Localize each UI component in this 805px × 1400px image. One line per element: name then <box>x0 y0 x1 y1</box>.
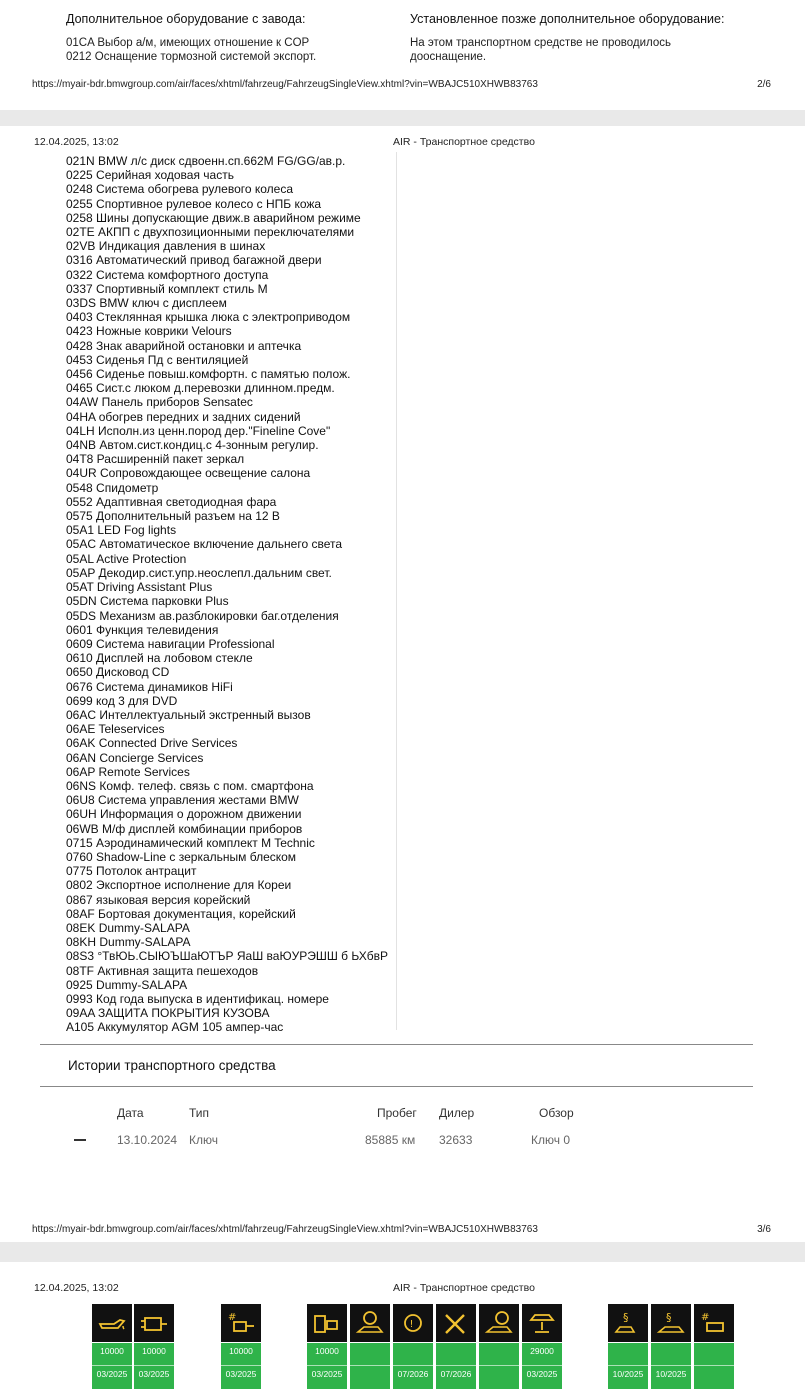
service-due-date: 10/2025 <box>655 1369 687 1379</box>
option-item: 0322 Система комфортного доступа <box>66 267 269 282</box>
divider <box>479 1365 519 1366</box>
fuel-filter-icon <box>307 1304 347 1342</box>
service-mileage: 29000 <box>530 1346 554 1356</box>
emission-check-icon <box>651 1304 691 1342</box>
option-item: 08KH Dummy-SALAPA <box>66 935 191 950</box>
option-item: 0715 Аэродинамический комплект M Technic <box>66 835 315 850</box>
svg-text:§: § <box>666 1311 672 1324</box>
divider <box>522 1365 562 1366</box>
service-tools-icon <box>436 1304 476 1342</box>
svg-text:!: ! <box>409 1319 414 1330</box>
page-gap <box>0 1242 805 1262</box>
service-status <box>608 1343 648 1389</box>
page-gap <box>0 110 805 126</box>
option-item: 0453 Сиденья Пд с вентиляцией <box>66 352 249 367</box>
service-due-date: 03/2025 <box>225 1369 257 1379</box>
divider <box>134 1365 174 1366</box>
option-item: 0255 Спортивное рулевое колесо с НПБ кожа <box>66 196 322 211</box>
service-due-date: 03/2025 <box>138 1369 170 1379</box>
service-status <box>134 1343 174 1389</box>
option-item: 0676 Система динамиков HiFi <box>66 679 233 694</box>
divider <box>40 1086 753 1087</box>
option-item: 04T8 Расширенній пакет зеркал <box>66 452 245 467</box>
service-status <box>522 1343 562 1389</box>
option-item: 03DS BMW ключ с дисплеем <box>66 296 227 311</box>
retrofit-equipment-line: дооснащение. <box>410 51 487 63</box>
factory-equipment-line: 01CA Выбор а/м, имеющих отношение к COP <box>66 37 310 49</box>
option-item: A105 Аккумулятор AGM 105 ампер-час <box>66 1020 284 1035</box>
factory-equipment-line: 0212 Оснащение тормозной системой экспорт. <box>66 51 317 63</box>
option-item: 06UH Информация о дорожном движении <box>66 807 302 822</box>
option-item: 0225 Серийная ходовая часть <box>66 168 234 183</box>
service-due-date: 07/2026 <box>440 1369 472 1379</box>
option-item: 06AN Concierge Services <box>66 750 204 765</box>
history-cell-review: Ключ 0 <box>531 1133 570 1147</box>
svg-text:§: § <box>623 1311 629 1324</box>
history-header-date: Дата <box>117 1106 144 1120</box>
option-item: 0465 Сист.с люком д.перевозки длинном.предм. <box>66 381 335 396</box>
divider <box>436 1365 476 1366</box>
option-item: 0423 Ножные коврики Velours <box>66 324 232 339</box>
option-item: 08EK Dummy-SALAPA <box>66 920 190 935</box>
service-status <box>651 1343 691 1389</box>
divider <box>92 1365 132 1366</box>
retrofit-equipment-column <box>410 12 770 64</box>
page-title: AIR - Транспортное средство <box>393 136 535 148</box>
service-status <box>350 1343 390 1389</box>
option-item: 04HA обогрев передних и задних сидений <box>66 409 301 424</box>
service-mileage: 10000 <box>229 1346 253 1356</box>
service-tile[interactable] <box>92 1304 132 1388</box>
option-item: 0456 Сиденье повыш.комфортн. с памятью полож. <box>66 367 351 382</box>
option-item: 06AE Teleservices <box>66 722 165 737</box>
option-item: 0993 Код года выпуска в идентификац. номере <box>66 991 329 1006</box>
front-brake-icon <box>479 1304 519 1342</box>
service-status <box>479 1343 519 1389</box>
service-status <box>393 1343 433 1389</box>
option-item: 05DS Механизм ав.разблокировки баг.отделения <box>66 608 339 623</box>
page-vehicle-options <box>0 126 805 1242</box>
history-cell-mileage: 85885 км <box>365 1133 416 1147</box>
brake-fluid-icon <box>393 1304 433 1342</box>
service-tile[interactable] <box>393 1304 433 1388</box>
option-item: 06AC Интеллектуальный экстренный вызов <box>66 707 311 722</box>
divider <box>651 1365 691 1366</box>
option-item: 02TE АКПП с двухпозиционными переключателями <box>66 225 355 240</box>
option-item: 04NB Автом.сист.кондиц.с 4-зонным регулир. <box>66 438 319 453</box>
oil-can-icon <box>92 1304 132 1342</box>
option-item: 04AW Панель приборов Sensatec <box>66 395 253 410</box>
service-tile[interactable] <box>522 1304 562 1388</box>
option-item: 0802 Экспортное исполнение для Кореи <box>66 878 292 893</box>
option-item: 0403 Стеклянная крышка люка с электроприводом <box>66 310 351 325</box>
option-item: 0316 Автоматический привод багажной двери <box>66 253 322 268</box>
service-status <box>436 1343 476 1389</box>
option-item: 0258 Шины допускающие движ.в аварийном режиме <box>66 210 361 225</box>
page-title: AIR - Транспортное средство <box>393 1282 535 1294</box>
service-mileage: 10000 <box>315 1346 339 1356</box>
option-item: 04LH Исполн.из ценн.пород дер."Fineline Cove" <box>66 423 331 438</box>
service-due-date: 03/2025 <box>526 1369 558 1379</box>
spark-plug-icon <box>221 1304 261 1342</box>
option-list <box>66 154 396 1035</box>
retrofit-equipment-line: На этом транспортном средстве не проводилось <box>410 37 671 49</box>
option-item: 0548 Спидометр <box>66 480 159 495</box>
divider <box>307 1365 347 1366</box>
print-date: 12.04.2025, 13:02 <box>34 136 119 148</box>
divider <box>350 1365 390 1366</box>
option-item: 0248 Система обогрева рулевого колеса <box>66 182 294 197</box>
option-item: 06NS Комф. телеф. связь с пом. смартфона <box>66 778 314 793</box>
page-url[interactable]: https://myair-bdr.bmwgroup.com/air/faces/xhtml/fahrzeug/FahrzeugSingleView.xhtml?vin=WBAJC510XHWB83763 <box>32 79 538 90</box>
option-item: 0609 Система навигации Professional <box>66 636 275 651</box>
option-item: 06WB M/ф дисплей комбинации приборов <box>66 821 303 836</box>
microfilter-icon <box>694 1304 734 1342</box>
option-item: 08S3 °ТвЮЬ.СЫЮЪШаЮТЪР ЯаШ ваЮУРЭШШ б ЬХбвР <box>66 949 388 964</box>
divider <box>40 1044 753 1045</box>
retrofit-equipment-heading: Установленное позже дополнительное оборудование: <box>410 12 725 26</box>
divider <box>221 1365 261 1366</box>
service-tile[interactable] <box>479 1304 519 1388</box>
page-service-status <box>0 1262 805 1400</box>
service-tile[interactable] <box>134 1304 174 1388</box>
service-due-date: 03/2025 <box>311 1369 343 1379</box>
option-item: 05AL Active Protection <box>66 551 187 566</box>
car-inspection-icon <box>608 1304 648 1342</box>
service-status <box>694 1343 734 1389</box>
history-cell-date: 13.10.2024 <box>117 1133 178 1147</box>
history-header-dealer: Дилер <box>439 1106 475 1120</box>
page-url[interactable]: https://myair-bdr.bmwgroup.com/air/faces/xhtml/fahrzeug/FahrzeugSingleView.xhtml?vin=WBAJC510XHWB83763 <box>32 1224 538 1235</box>
option-item: 0428 Знак аварийной остановки и аптечка <box>66 338 302 353</box>
divider <box>694 1365 734 1366</box>
page-number: 2/6 <box>757 79 771 90</box>
option-item: 021N BMW л/с диск сдвоенн.сп.662M FG/GG/ав.р. <box>66 154 346 168</box>
service-tile[interactable] <box>221 1304 261 1388</box>
option-item: 0552 Адаптивная светодиодная фара <box>66 494 277 509</box>
service-due-date: 10/2025 <box>612 1369 644 1379</box>
factory-equipment-column <box>66 12 386 64</box>
print-date: 12.04.2025, 13:02 <box>34 1282 119 1294</box>
option-item: 06AP Remote Services <box>66 764 190 779</box>
service-tile[interactable] <box>307 1304 347 1388</box>
rear-brake-icon <box>350 1304 390 1342</box>
option-item: 05AC Автоматическое включение дальнего света <box>66 537 343 552</box>
page-section-equipment <box>0 0 805 110</box>
factory-equipment-heading: Дополнительное оборудование с завода: <box>66 12 306 26</box>
service-tile[interactable] <box>651 1304 691 1388</box>
service-status <box>221 1343 261 1389</box>
service-status <box>307 1343 347 1389</box>
history-header-review: Обзор <box>539 1106 574 1120</box>
service-due-date: 03/2025 <box>96 1369 128 1379</box>
service-tile[interactable] <box>608 1304 648 1388</box>
option-item: 08AF Бортовая документация, корейский <box>66 906 296 921</box>
option-item: 0699 код 3 для DVD <box>66 693 178 708</box>
divider <box>393 1365 433 1366</box>
option-item: 0337 Спортивный комплект стиль M <box>66 281 268 296</box>
collapse-toggle[interactable] <box>74 1139 86 1141</box>
option-item: 02VB Индикация давления в шинах <box>66 239 266 254</box>
option-item: 0775 Потолок антрацит <box>66 864 197 879</box>
option-item: 09AA ЗАЩИТА ПОКРЫТИЯ КУЗОВА <box>66 1006 270 1021</box>
engine-filter-icon <box>134 1304 174 1342</box>
option-item: 0601 Функция телевидения <box>66 622 219 637</box>
history-title: Истории транспортного средства <box>68 1058 276 1073</box>
option-item: 05AP Декодир.сист.упр.неослепл.дальним свет. <box>66 565 332 580</box>
option-item: 05A1 LED Fog lights <box>66 523 177 538</box>
history-cell-type: Ключ <box>189 1133 218 1147</box>
service-mileage: 10000 <box>142 1346 166 1356</box>
option-item: 04UR Сопровождающее освещение салона <box>66 466 311 481</box>
service-status <box>92 1343 132 1389</box>
history-cell-dealer: 32633 <box>439 1133 473 1147</box>
option-item: 06U8 Система управления жестами BMW <box>66 793 299 808</box>
option-item: 0610 Дисплей на лобовом стекле <box>66 651 253 666</box>
service-due-date: 07/2026 <box>397 1369 429 1379</box>
option-item: 08TF Активная защита пешеходов <box>66 963 259 978</box>
option-item: 0575 Дополнительный разъем на 12 В <box>66 509 280 524</box>
svg-text:#: # <box>228 1312 237 1323</box>
history-header-type: Тип <box>189 1106 210 1120</box>
service-tile[interactable] <box>694 1304 734 1388</box>
option-item: 06AK Connected Drive Services <box>66 736 238 751</box>
service-tile[interactable] <box>350 1304 390 1388</box>
column-divider <box>396 152 397 1030</box>
history-header-mileage: Пробег <box>377 1106 417 1120</box>
option-item: 05AT Driving Assistant Plus <box>66 580 213 595</box>
service-tile[interactable] <box>436 1304 476 1388</box>
service-mileage: 10000 <box>100 1346 124 1356</box>
option-item: 0867 языковая версия корейский <box>66 892 251 907</box>
svg-text:#: # <box>701 1312 710 1323</box>
option-item: 0925 Dummy-SALAPA <box>66 977 188 992</box>
option-item: 0760 Shadow-Line с зеркальным блеском <box>66 849 297 864</box>
option-item: 05DN Система парковки Plus <box>66 594 229 609</box>
lift-inspection-icon <box>522 1304 562 1342</box>
page-number: 3/6 <box>757 1224 771 1235</box>
option-item: 0650 Дисковод CD <box>66 665 170 680</box>
divider <box>608 1365 648 1366</box>
